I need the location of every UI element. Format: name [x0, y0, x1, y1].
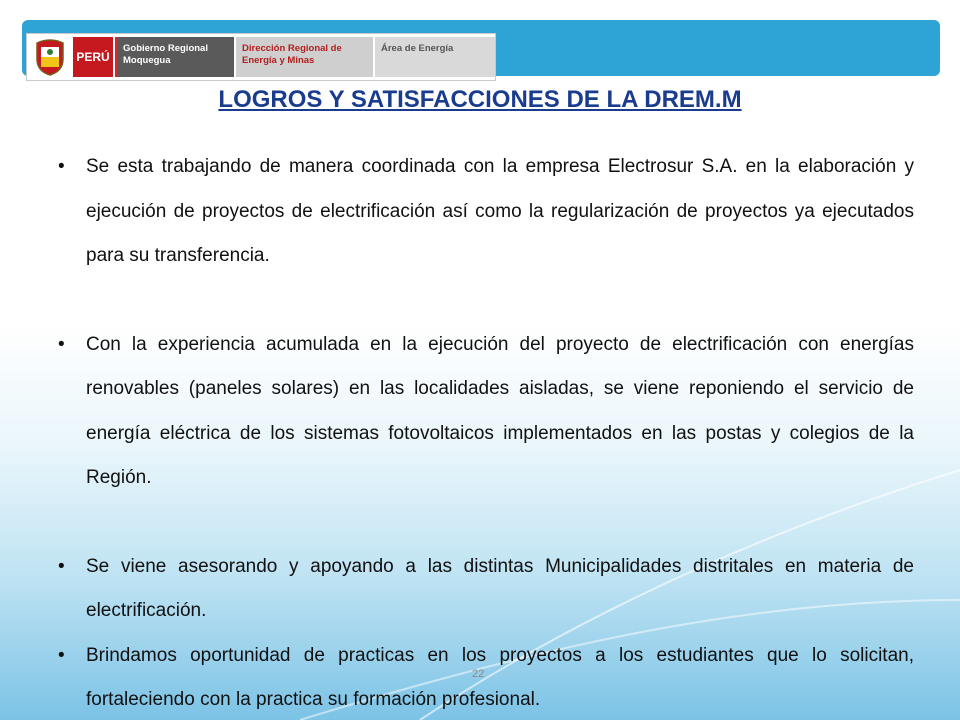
- bullet-list: [58, 145, 914, 723]
- list-item: • Brindamos oportunidad de practicas en los proyectos a los estudiantes que lo solicitan, fortaleciendo con la practica su formación profesional.: [58, 644, 914, 710]
- page-number: 22: [472, 668, 485, 680]
- page-title: LOGROS Y SATISFACCIONES DE LA DREM.M: [218, 86, 742, 113]
- directorate-label: Dirección Regional de Energía y Minas: [236, 37, 373, 77]
- institution-header: [26, 33, 496, 81]
- peru-logo: PERÚ: [73, 37, 113, 77]
- coat-of-arms-icon: [27, 34, 73, 80]
- government-label: Gobierno Regional Moquegua: [115, 37, 234, 77]
- list-item: • Se viene asesorando y apoyando a las distintas Municipalidades distritales en materia de electrificación.: [58, 555, 914, 621]
- list-item: • Se esta trabajando de manera coordinada con la empresa Electrosur S.A. en la elaboración y ejecución de proyectos de electrificación así como la regularización de proyectos ya ejecutados para su transferencia.: [58, 156, 914, 266]
- area-label: Área de Energía: [375, 37, 495, 77]
- list-item: • Con la experiencia acumulada en la ejecución del proyecto de electrificación con energías renovables (paneles solares) en las localidades aisladas, se viene reponiendo el servicio de energía eléctrica de los sistemas fotovoltaicos implementados en las postas y colegios de la Región.: [58, 333, 914, 488]
